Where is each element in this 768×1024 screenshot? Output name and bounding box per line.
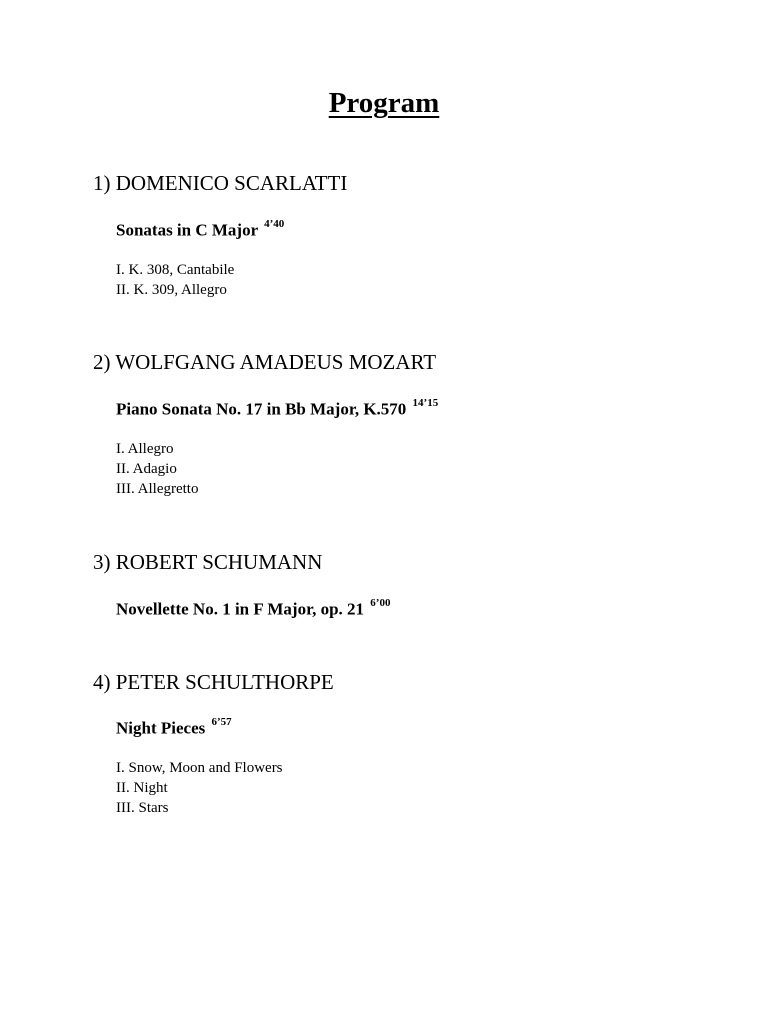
movement-item: I. Snow, Moon and Flowers	[116, 760, 283, 776]
movement-item: I. K. 308, Cantabile	[116, 262, 235, 278]
movement-item: I. Allegro	[116, 441, 174, 457]
work-title	[116, 599, 390, 620]
movement-item: II. Adagio	[116, 461, 177, 477]
movement-list	[116, 260, 234, 300]
movement-item: II. K. 309, Allegro	[116, 282, 227, 298]
work-name: Night Pieces	[116, 718, 206, 738]
movement-item: III. Allegretto	[116, 481, 199, 497]
work-duration: 4’40	[264, 218, 285, 230]
composer-heading: 4) PETER SCHULTHORPE	[93, 670, 334, 694]
work-duration: 14’15	[412, 397, 439, 409]
work-title	[116, 718, 232, 739]
work-duration: 6’00	[370, 597, 391, 609]
composer-heading: 3) ROBERT SCHUMANN	[93, 550, 323, 574]
work-name: Piano Sonata No. 17 in Bb Major, K.570	[116, 399, 407, 419]
work-title	[116, 399, 438, 420]
movement-item: II. Night	[116, 780, 168, 796]
work-title	[116, 220, 284, 241]
work-name: Sonatas in C Major	[116, 220, 258, 240]
composer-heading: 1) DOMENICO SCARLATTI	[93, 171, 348, 195]
work-duration: 6’57	[211, 716, 232, 728]
page-title: Program	[328, 87, 440, 119]
movement-list	[116, 758, 283, 818]
work-name: Novellette No. 1 in F Major, op. 21	[116, 599, 365, 619]
movement-item: III. Stars	[116, 800, 169, 816]
movement-list	[116, 439, 198, 499]
composer-heading: 2) WOLFGANG AMADEUS MOZART	[93, 350, 437, 374]
